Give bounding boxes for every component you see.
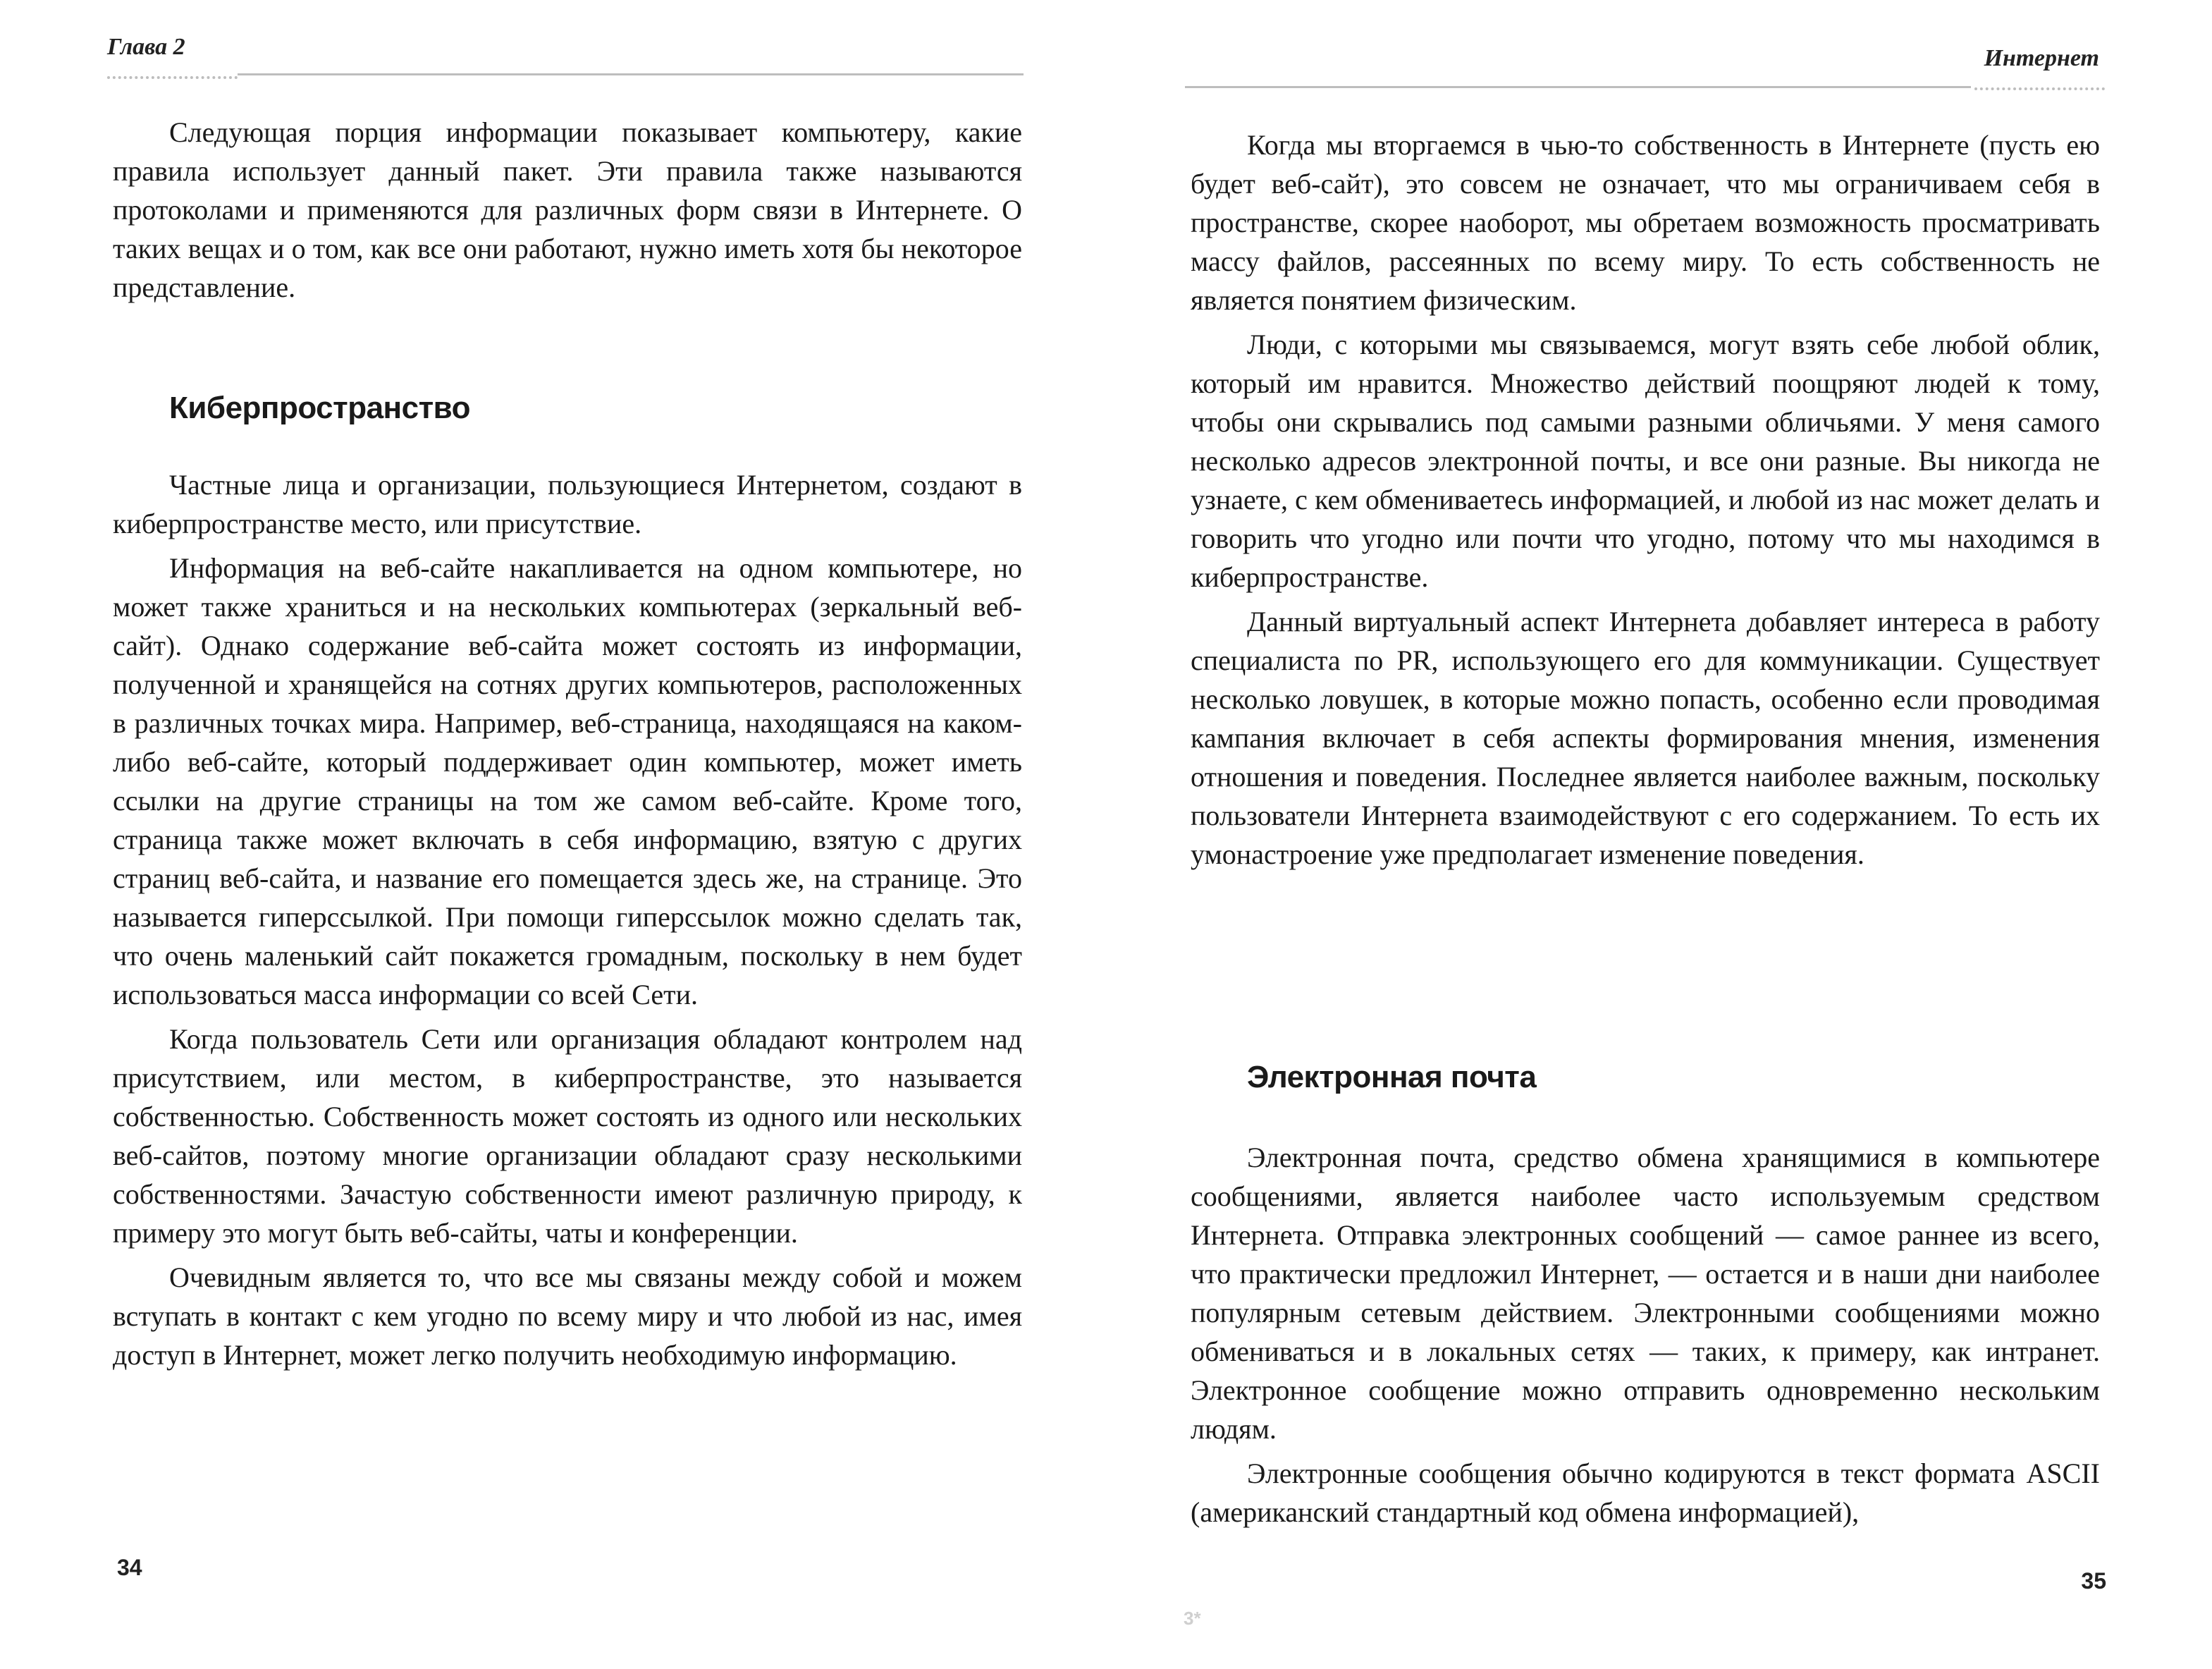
right-page: [1106, 0, 2212, 1669]
right-body-top: [1191, 126, 2100, 879]
paragraph: Данный виртуальный аспект Интернета добавляет интереса в работу специалиста по PR, использующего его для коммуникации. Существует несколько ловушек, в которые можно попасть, особенно если проводимая кампания включает в себя аспекты формирования мнения, изменения отношения и поведения. Последнее является наиболее важным, поскольку пользователи Интернета взаимодействуют с его содержанием. То есть их умонастроение уже предполагает изменение поведения.: [1191, 606, 2100, 870]
section-heading: Электронная почта: [1247, 1060, 1537, 1094]
running-head-left: Глава 2: [107, 34, 185, 60]
header-rule-left: [238, 73, 1024, 75]
running-head-right: Интернет: [1984, 45, 2099, 71]
paragraph: Частные лица и организации, пользующиеся Интернетом, создают в киберпространстве место, или присутствие.: [113, 469, 1022, 539]
paragraph: Информация на веб-сайте накапливается на одном компьютере, но может также храниться и на нескольких компьютерах (зеркальный веб-сайт). Однако содержание веб-сайта может состоять из информации, полученной и хранящейся на сотнях других компьютеров, расположенных в различных точках мира. Например, веб-страница, находящаяся на каком-либо веб-сайте, который поддерживает один компьютер, может иметь ссылки на другие страницы на том же самом веб-сайте. Кроме того, страница также может включать в себя информацию, взятую с других страниц веб-сайта, и название его помещается здесь же, на странице. Это называется гиперссылкой. При помощи гиперссылок можно сделать так, что очень маленький сайт покажется громадным, поскольку в нем будет использоваться масса информации со всей Сети.: [113, 552, 1022, 1010]
paragraph: Электронные сообщения обычно кодируются в текст формата ASCII (американский стандартный код обмена информацией),: [1191, 1457, 2100, 1528]
left-body-main: [113, 465, 1022, 1380]
left-body-top: [113, 113, 1022, 312]
paragraph: Следующая порция информации показывает компьютеру, какие правила использует данный пакет. Эти правила также называются протоколами и применяются для различных форм связи в Интернете. О таких вещах и о том, как все они работают, нужно иметь хотя бы некоторое представление.: [113, 116, 1022, 303]
page-number-left: 34: [117, 1555, 142, 1580]
header-dotted-rule-right: [1974, 87, 2105, 90]
left-section-heading: [113, 389, 1022, 428]
page-number-right: 35: [2081, 1568, 2106, 1594]
paragraph: Электронная почта, средство обмена хранящимися в компьютере сообщениями, является наиболее часто используемым средством Интернета. Отправка электронных сообщений — самое раннее из всего, что практически предложил Интернет, — остается и в наши дни наиболее популярным сетевым действием. Электронными сообщениями можно обмениваться и в локальных сетях — таких, к примеру, как интранет. Электронное сообщение можно отправить одновременно нескольким людям.: [1191, 1142, 2100, 1445]
right-body-main: [1191, 1138, 2100, 1537]
paragraph: Люди, с которыми мы связываемся, могут взять себе любой облик, который им нравится. Множество действий поощряют людей к тому, чтобы они скрывались под самыми разными обличьями. У меня самого несколько адресов электронной почты, и все они разные. Вы никогда не узнаете, с кем обмениваетесь информацией, и любой из нас может делать и говорить что угодно или почти что угодно, потому что мы находимся в киберпространстве.: [1191, 329, 2100, 593]
right-section-heading: [1191, 1058, 2100, 1097]
signature-mark: 3*: [1184, 1608, 1201, 1629]
header-dotted-rule-left: [107, 76, 238, 79]
paragraph: Очевидным является то, что все мы связаны между собой и можем вступать в контакт с кем угодно по всему миру и что любой из нас, имея доступ в Интернет, может легко получить необходимую информацию.: [113, 1261, 1022, 1371]
paragraph: Когда пользователь Сети или организация обладают контролем над присутствием, или местом, в киберпространстве, это называется собственностью. Собственность может состоять из одного или нескольких веб-сайтов, поэтому многие организации обладают сразу несколькими собственностями. Зачастую собственности имеют различную природу, к примеру это могут быть веб-сайты, чаты и конференции.: [113, 1023, 1022, 1249]
paragraph: Когда мы вторгаемся в чью-то собственность в Интернете (пусть ею будет веб-сайт), это совсем не означает, что мы ограничиваем себя в пространстве, скорее наоборот, мы обретаем возможность просматривать массу файлов, рассеянных по всему миру. То есть собственность не является понятием физическим.: [1191, 129, 2100, 316]
section-heading: Киберпространство: [169, 391, 470, 425]
header-rule-right: [1185, 86, 1971, 88]
